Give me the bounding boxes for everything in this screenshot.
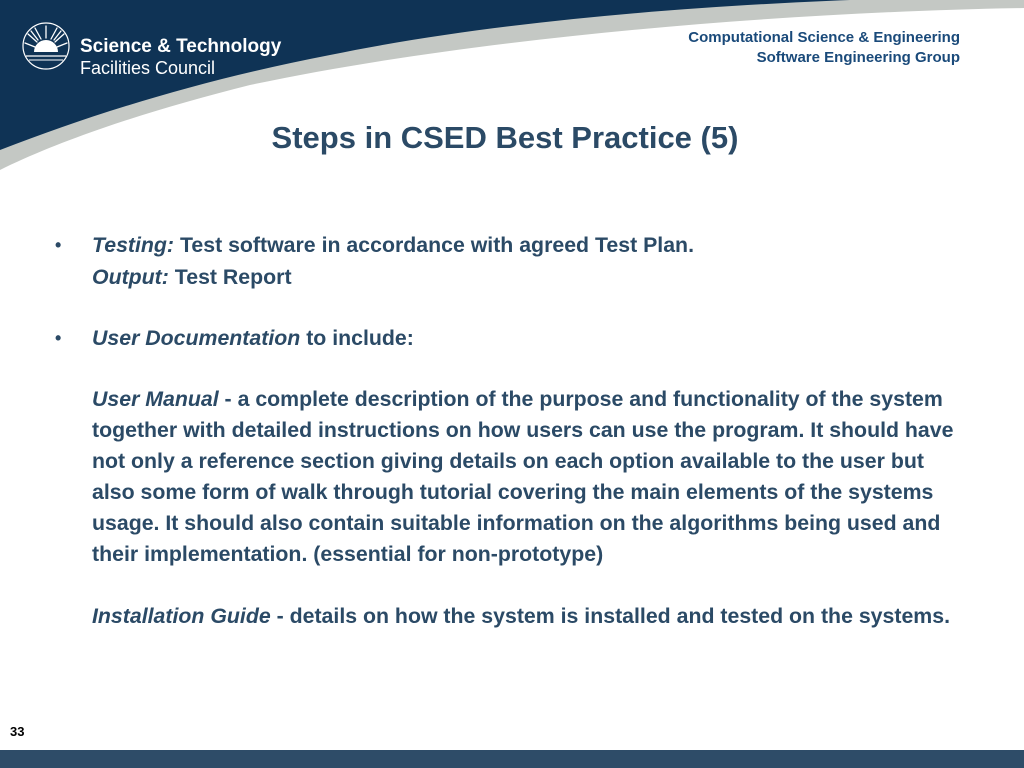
bullet-testing (55, 229, 970, 293)
user-manual-paragraph (92, 384, 972, 570)
testing-text: Test software in accordance with agreed Test Plan. (174, 233, 694, 257)
page-number: 33 (10, 724, 25, 739)
footer-bar (0, 750, 1024, 768)
logo-line-2: Facilities Council (80, 58, 216, 78)
user-manual-text: - a complete description of the purpose and functionality of the system together with detailed instructions on how users can use the program. It should have not only a reference section giving details on each option available to the user but also some form of walk through tutorial covering the main elements of the systems usage. It should also contain suitable information on the algorithms being used and their implementation. (essential for non-prototype) (92, 387, 954, 566)
output-line (92, 261, 970, 293)
output-text: Test Report (168, 265, 292, 289)
user-doc-text: to include: (300, 326, 414, 350)
installation-guide-label: Installation Guide (92, 604, 271, 628)
user-doc-label: User Documentation (92, 326, 301, 350)
testing-label: Testing: (92, 233, 175, 257)
bullet-marker: • (55, 235, 62, 255)
user-doc-line (92, 322, 970, 354)
bullet-user-documentation (55, 322, 970, 632)
logo-line-1: Science & Technology (80, 36, 282, 57)
user-manual-label: User Manual (92, 387, 219, 411)
department-name: Computational Science & Engineering (688, 29, 960, 46)
output-label: Output: (92, 265, 169, 289)
installation-guide-text: - details on how the system is installed and tested on the systems. (270, 604, 950, 628)
installation-guide-paragraph (92, 601, 972, 632)
slide-body (55, 229, 970, 632)
testing-line (92, 229, 970, 261)
slide-title: Steps in CSED Best Practice (5) (271, 120, 739, 155)
logo-text (80, 36, 281, 78)
group-name: Software Engineering Group (756, 49, 960, 66)
sunburst-icon (20, 20, 72, 72)
bullet-marker: • (55, 328, 62, 348)
